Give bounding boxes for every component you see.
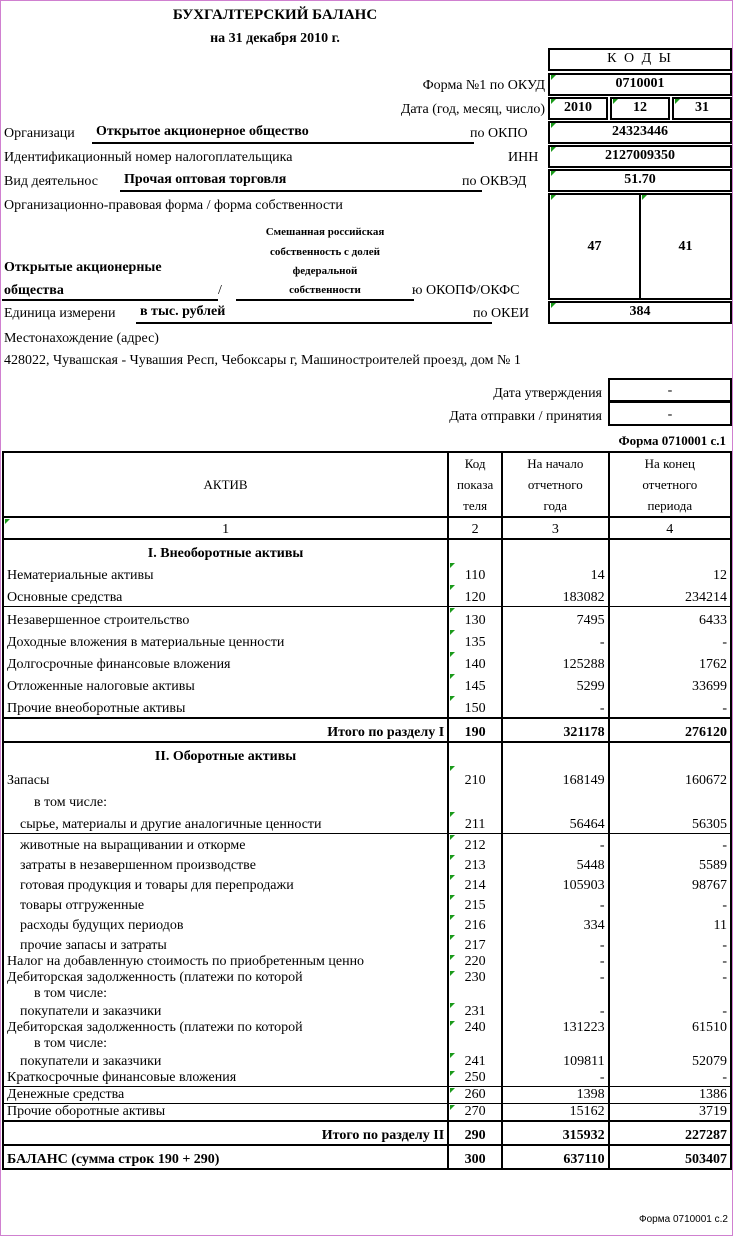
- cell-marker-icon: [450, 955, 455, 960]
- cell-marker-icon: [551, 123, 556, 128]
- empty-cell: [502, 742, 609, 765]
- balance-table: [2, 451, 732, 1170]
- document-title: БУХГАЛТЕРСКИЙ БАЛАНС: [172, 7, 378, 23]
- row-name: Прочие оборотные активы: [3, 1104, 448, 1122]
- row-name: в том числе:: [3, 789, 448, 811]
- row-code: 230: [448, 970, 502, 986]
- address-label: Местонахождение (адрес): [4, 331, 159, 346]
- header-code: [448, 452, 502, 517]
- col-number: 2: [448, 517, 502, 539]
- cell-marker-icon: [551, 195, 556, 200]
- row-name: Дебиторская задолженность (платежи по которой: [3, 1020, 448, 1036]
- row-code: 130: [448, 607, 502, 630]
- row-end: -: [609, 934, 731, 954]
- row-end: 1762: [609, 651, 731, 673]
- row-end: -: [609, 629, 731, 651]
- table-row: [3, 695, 731, 718]
- balance-row: [3, 1145, 731, 1169]
- row-end: 12: [609, 562, 731, 584]
- table-row: [3, 1087, 731, 1104]
- org-value: Открытое акционерное общество: [96, 124, 309, 139]
- row-start: 125288: [502, 651, 609, 673]
- row-name: покупатели и заказчики: [3, 1052, 448, 1070]
- okpo-code: 24323446: [548, 121, 732, 144]
- row-start: 14: [502, 562, 609, 584]
- row-start: 5448: [502, 854, 609, 874]
- row-start: -: [502, 695, 609, 718]
- row-name: Краткосрочные финансовые вложения: [3, 1070, 448, 1087]
- table-row: [3, 651, 731, 673]
- table-row: [3, 1052, 731, 1070]
- cell-marker-icon: [551, 75, 556, 80]
- row-end: 61510: [609, 1020, 731, 1036]
- row-code: 210: [448, 765, 502, 789]
- row-code: 140: [448, 651, 502, 673]
- ownership-line-4: собственности: [289, 284, 361, 296]
- row-code: 216: [448, 914, 502, 934]
- header-end-line-2: отчетного: [642, 477, 698, 492]
- row-start: 168149: [502, 765, 609, 789]
- section-1-rows: [3, 562, 731, 718]
- table-row: [3, 562, 731, 584]
- row-code: 220: [448, 954, 502, 970]
- section-1-title: I. Внеоборотные активы: [3, 539, 448, 562]
- cell-marker-icon: [450, 935, 455, 940]
- header-start-line-1: На начало: [527, 456, 584, 471]
- balance-start: 637110: [502, 1145, 609, 1169]
- row-start: 183082: [502, 584, 609, 607]
- legal-form-value-1: Открытые акционерные: [4, 260, 162, 275]
- row-end: [609, 789, 731, 811]
- unit-value: в тыс. рублей: [140, 304, 226, 319]
- header-end: [609, 452, 731, 517]
- row-end: 52079: [609, 1052, 731, 1070]
- row-end: 3719: [609, 1104, 731, 1122]
- row-name: Прочие внеоборотные активы: [3, 695, 448, 718]
- header-start-line-3: года: [543, 498, 568, 513]
- total-1-code: 190: [448, 718, 502, 742]
- page-form-label: Форма 0710001 с.1: [618, 433, 726, 448]
- row-start: -: [502, 834, 609, 855]
- table-row: [3, 954, 731, 970]
- header-start-line-2: отчетного: [527, 477, 583, 492]
- row-end: 33699: [609, 673, 731, 695]
- cell-marker-icon: [450, 1105, 455, 1110]
- header-code-line-3: теля: [463, 498, 488, 513]
- section-2-rows: [3, 765, 731, 1121]
- table-row: [3, 854, 731, 874]
- row-start: -: [502, 970, 609, 986]
- total-1-start: 321178: [502, 718, 609, 742]
- row-code: 250: [448, 1070, 502, 1087]
- row-code: 150: [448, 695, 502, 718]
- cell-marker-icon: [450, 696, 455, 701]
- row-name: Денежные средства: [3, 1087, 448, 1104]
- ownership-line-3: федеральной: [292, 265, 358, 277]
- section-1-total: [3, 718, 731, 765]
- table-row: [3, 584, 731, 607]
- cell-marker-icon: [450, 630, 455, 635]
- total-1-end: 276120: [609, 718, 731, 742]
- row-end: -: [609, 1070, 731, 1087]
- col-number: 3: [502, 517, 609, 539]
- cell-marker-icon: [450, 563, 455, 568]
- cell-marker-icon: [642, 195, 647, 200]
- row-code: [448, 986, 502, 1002]
- cell-marker-icon: [613, 99, 618, 104]
- row-code: 211: [448, 811, 502, 834]
- row-start: 15162: [502, 1104, 609, 1122]
- table-row: [3, 1104, 731, 1122]
- row-name: Основные средства: [3, 584, 448, 607]
- row-start: 105903: [502, 874, 609, 894]
- row-code: 240: [448, 1020, 502, 1036]
- cell-marker-icon: [450, 875, 455, 880]
- empty-cell: [609, 742, 731, 765]
- section-heading-row: [3, 539, 731, 562]
- row-code: 260: [448, 1087, 502, 1104]
- row-end: 11: [609, 914, 731, 934]
- header-start: [502, 452, 609, 517]
- row-start: 7495: [502, 607, 609, 630]
- row-name: Налог на добавленную стоимость по приобретенным ценно: [3, 954, 448, 970]
- table-row: [3, 834, 731, 855]
- ownership-line-1: Смешанная российская: [265, 226, 385, 238]
- row-code: 213: [448, 854, 502, 874]
- row-end: -: [609, 834, 731, 855]
- column-numbers-row: [3, 517, 731, 539]
- cell-marker-icon: [450, 1071, 455, 1076]
- sent-value: -: [608, 401, 732, 426]
- total-row: [3, 1121, 731, 1145]
- approval-label: Дата утверждения: [493, 386, 602, 401]
- date-day: 31: [672, 97, 732, 120]
- table-row: [3, 874, 731, 894]
- row-end: 160672: [609, 765, 731, 789]
- row-start: -: [502, 1070, 609, 1087]
- total-1-label: Итого по разделу I: [3, 718, 448, 742]
- table-row: [3, 1070, 731, 1087]
- codes-header: К О Д Ы: [548, 48, 732, 71]
- row-start: 131223: [502, 1020, 609, 1036]
- okopf-label: ю ОКОПФ/ОКФС: [412, 283, 520, 298]
- okfs-code: 41: [639, 193, 732, 300]
- date-month: 12: [610, 97, 670, 120]
- cell-marker-icon: [450, 1021, 455, 1026]
- row-end: -: [609, 1002, 731, 1020]
- cell-marker-icon: [675, 99, 680, 104]
- row-code: 214: [448, 874, 502, 894]
- row-name: Долгосрочные финансовые вложения: [3, 651, 448, 673]
- col-number: 4: [609, 517, 731, 539]
- row-code: 217: [448, 934, 502, 954]
- cell-marker-icon: [450, 835, 455, 840]
- row-start: -: [502, 934, 609, 954]
- row-code: 241: [448, 1052, 502, 1070]
- col-number: 1: [3, 517, 448, 539]
- okpo-label: по ОКПО: [470, 126, 528, 141]
- table-row: [3, 673, 731, 695]
- row-end: [609, 986, 731, 1002]
- cell-marker-icon: [450, 585, 455, 590]
- row-name: Незавершенное строительство: [3, 607, 448, 630]
- total-row: [3, 718, 731, 742]
- row-name: животные на выращивании и откорме: [3, 834, 448, 855]
- underline: [120, 190, 482, 192]
- row-start: 109811: [502, 1052, 609, 1070]
- table-header-row: [3, 452, 731, 517]
- cell-marker-icon: [450, 895, 455, 900]
- section-1-body: [3, 539, 731, 562]
- row-code: 135: [448, 629, 502, 651]
- row-name: в том числе:: [3, 1036, 448, 1052]
- balance-label: БАЛАНС (сумма строк 190 + 290): [3, 1145, 448, 1169]
- row-start: -: [502, 954, 609, 970]
- row-name: готовая продукция и товары для перепродажи: [3, 874, 448, 894]
- underline: [236, 299, 414, 301]
- table-row: [3, 789, 731, 811]
- row-end: [609, 1036, 731, 1052]
- empty-cell: [502, 539, 609, 562]
- legal-form-label: Организационно-правовая форма / форма собственности: [4, 198, 343, 213]
- row-code: 212: [448, 834, 502, 855]
- sent-label: Дата отправки / принятия: [449, 409, 602, 424]
- org-label: Организаци: [4, 126, 75, 141]
- row-end: -: [609, 894, 731, 914]
- cell-marker-icon: [450, 1003, 455, 1008]
- document-date: на 31 декабря 2010 г.: [210, 31, 340, 46]
- date-label: Дата (год, месяц, число): [400, 102, 545, 117]
- header-code-line-2: показа: [456, 477, 494, 492]
- cell-marker-icon: [450, 674, 455, 679]
- total-2-start: 315932: [502, 1121, 609, 1145]
- row-name: Дебиторская задолженность (платежи по которой: [3, 970, 448, 986]
- row-start: 334: [502, 914, 609, 934]
- activity-label: Вид деятельнос: [4, 174, 98, 189]
- cell-marker-icon: [551, 147, 556, 152]
- cell-marker-icon: [450, 608, 455, 613]
- inn-label-left: Идентификационный номер налогоплательщика: [4, 150, 293, 165]
- balance-code: 300: [448, 1145, 502, 1169]
- row-start: [502, 1036, 609, 1052]
- table-row: [3, 914, 731, 934]
- table-row: [3, 1036, 731, 1052]
- row-code: [448, 789, 502, 811]
- row-end: 6433: [609, 607, 731, 630]
- row-start: 56464: [502, 811, 609, 834]
- okopf-code: 47: [548, 193, 641, 300]
- table-row: [3, 934, 731, 954]
- table-row: [3, 986, 731, 1002]
- row-start: -: [502, 1002, 609, 1020]
- table-row: [3, 765, 731, 789]
- ownership-line-2: собственность с долей: [270, 246, 380, 258]
- row-name: затраты в незавершенном производстве: [3, 854, 448, 874]
- cell-marker-icon: [450, 1088, 455, 1093]
- okei-code: 384: [548, 301, 732, 324]
- row-end: -: [609, 954, 731, 970]
- empty-cell: [448, 742, 502, 765]
- row-end: 98767: [609, 874, 731, 894]
- form-label: Форма №1 по ОКУД: [422, 78, 545, 93]
- row-code: 231: [448, 1002, 502, 1020]
- row-name: сырье, материалы и другие аналогичные ценности: [3, 811, 448, 834]
- row-end: -: [609, 695, 731, 718]
- row-name: Отложенные налоговые активы: [3, 673, 448, 695]
- row-name: Запасы: [3, 765, 448, 789]
- row-name: в том числе:: [3, 986, 448, 1002]
- section-2-total: [3, 1121, 731, 1169]
- table-row: [3, 1020, 731, 1036]
- total-2-code: 290: [448, 1121, 502, 1145]
- cell-marker-icon: [450, 766, 455, 771]
- row-code: [448, 1036, 502, 1052]
- row-name: Доходные вложения в материальные ценности: [3, 629, 448, 651]
- row-name: товары отгруженные: [3, 894, 448, 914]
- underline: [136, 322, 492, 324]
- row-code: 110: [448, 562, 502, 584]
- cell-marker-icon: [450, 652, 455, 657]
- okved-code: 51.70: [548, 169, 732, 192]
- row-start: [502, 986, 609, 1002]
- empty-cell: [609, 539, 731, 562]
- row-start: [502, 789, 609, 811]
- row-name: покупатели и заказчики: [3, 1002, 448, 1020]
- empty-cell: [448, 539, 502, 562]
- table-row: [3, 811, 731, 834]
- row-start: -: [502, 894, 609, 914]
- underline: [92, 142, 474, 144]
- row-code: 270: [448, 1104, 502, 1122]
- table-row: [3, 1002, 731, 1020]
- unit-label: Единица измерени: [4, 306, 116, 321]
- inn-code: 2127009350: [548, 145, 732, 168]
- header-asset: АКТИВ: [3, 452, 448, 517]
- date-year: 2010: [548, 97, 608, 120]
- table-row: [3, 629, 731, 651]
- row-name: расходы будущих периодов: [3, 914, 448, 934]
- row-start: 5299: [502, 673, 609, 695]
- cell-marker-icon: [450, 1053, 455, 1058]
- section-2-title: II. Оборотные активы: [3, 742, 448, 765]
- header-end-line-3: периода: [647, 498, 693, 513]
- row-name: прочие запасы и затраты: [3, 934, 448, 954]
- slash: /: [218, 283, 222, 298]
- row-end: 234214: [609, 584, 731, 607]
- total-2-end: 227287: [609, 1121, 731, 1145]
- address-value: 428022, Чувашская - Чувашия Респ, Чебоксары г, Машиностроителей проезд, дом № 1: [4, 353, 521, 368]
- header-end-line-1: На конец: [644, 456, 695, 471]
- row-start: -: [502, 629, 609, 651]
- cell-marker-icon: [551, 171, 556, 176]
- table-row: [3, 970, 731, 986]
- row-code: 145: [448, 673, 502, 695]
- row-end: 5589: [609, 854, 731, 874]
- total-2-label: Итого по разделу II: [3, 1121, 448, 1145]
- okud-code: 0710001: [548, 73, 732, 96]
- section-heading-row: [3, 742, 731, 765]
- row-end: -: [609, 970, 731, 986]
- row-end: 56305: [609, 811, 731, 834]
- table-row: [3, 894, 731, 914]
- legal-form-value-2: общества: [4, 283, 64, 298]
- cell-marker-icon: [450, 855, 455, 860]
- footer-form-label: Форма 0710001 с.2: [639, 1214, 728, 1225]
- cell-marker-icon: [551, 99, 556, 104]
- okei-label: по ОКЕИ: [473, 306, 530, 321]
- inn-label: ИНН: [508, 150, 539, 165]
- row-code: 215: [448, 894, 502, 914]
- okved-label: по ОКВЭД: [462, 174, 527, 189]
- cell-marker-icon: [450, 971, 455, 976]
- approval-value: -: [608, 378, 732, 402]
- row-name: Нематериальные активы: [3, 562, 448, 584]
- table-row: [3, 607, 731, 630]
- cell-marker-icon: [450, 812, 455, 817]
- header-code-line-1: Код: [464, 456, 486, 471]
- cell-marker-icon: [450, 915, 455, 920]
- activity-value: Прочая оптовая торговля: [124, 172, 287, 187]
- row-code: 120: [448, 584, 502, 607]
- cell-marker-icon: [551, 303, 556, 308]
- row-end: 1386: [609, 1087, 731, 1104]
- balance-end: 503407: [609, 1145, 731, 1169]
- row-start: 1398: [502, 1087, 609, 1104]
- underline: [2, 299, 218, 301]
